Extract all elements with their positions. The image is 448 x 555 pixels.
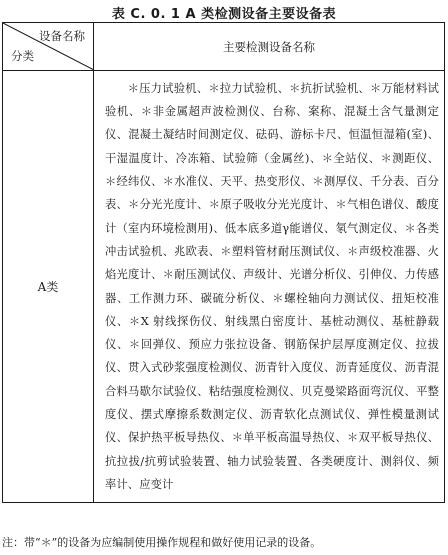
equipment-list-cell — [94, 71, 445, 503]
header-category-label: 分类 — [11, 49, 34, 63]
header-corner-cell — [3, 23, 94, 71]
table-row — [3, 71, 445, 503]
header-equipment-name-label: 设备名称 — [39, 29, 85, 43]
table-header-row — [3, 23, 445, 71]
table-title: 表 C. 0. 1 A 类检测设备主要设备表 — [111, 7, 337, 22]
category-cell: A类 — [3, 71, 94, 503]
equipment-table — [2, 22, 445, 503]
header-main-column: 主要检测设备名称 — [94, 23, 445, 71]
footnote: 注：带“＊”的设备为应编制使用操作规程和做好使用记录的设备。 — [2, 536, 322, 549]
equipment-list-text: ＊压力试验机、＊拉力试验机、＊抗折试验机、＊万能材料试验机、＊非金属超声波检测仪、台称、案称、混凝土含气量测定仪、混凝土凝结时间测定仪、砝码、游标卡尺、恒温恒湿箱(室)、干湿温度计、冷冻箱、试验筛（金属丝)、＊全站仪、＊测距仪、＊经纬仪、＊水准仪、天平、热变形仪、＊测厚仪、千分表、百分表、＊分光光度计、＊原子吸收分光光度计、＊气相色谱仪、酸度计（室内环境检测用)、低本底多道γ能谱仪、氡气测定仪、＊各类冲击试验机、兆欧表、＊塑料管材耐压测试仪、＊声级校准器、火焰光度计、＊耐压测试仪、声级计、光谱分析仪、引伸仪、力传感器、工作测力环、碳硫分析仪、＊螺栓轴向力测试仪、扭矩校准仪、＊X 射线探伤仪、射线黑白密度计、基桩动测仪、基桩静载仪、＊回弹仪、预应力张拉设备、钢筋保护层厚度测定仪、拉拔仪、贯入式砂浆强度检测仪、沥青针入度仪、沥青延度仪、沥青混合料马歇尔试验仪、粘结强度检测仪、贝克曼梁路面弯沉仪、平整度仪、摆式摩擦系数测定仪、沥青软化点测试仪、弹性模量测试仪、保护热平板导热仪、＊单平板高温导热仪、＊双平板导热仪、抗拉拔/抗剪试验装置、轴力试验装置、各类硬度计、测斜仪、频率计、应变计 — [105, 81, 439, 491]
